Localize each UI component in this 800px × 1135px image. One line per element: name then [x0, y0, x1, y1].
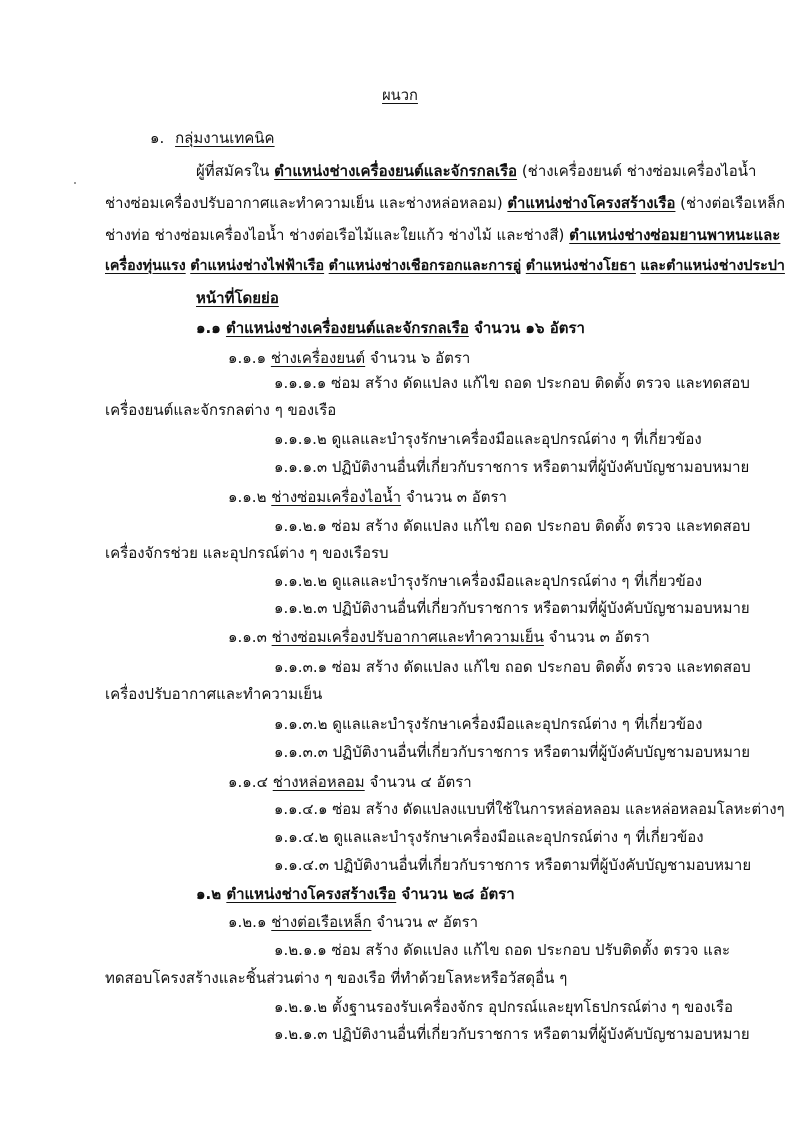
section-number: ๑.๑.๔ — [228, 773, 273, 791]
section-number: ๑.๒.๑ — [228, 913, 272, 931]
section-title: ช่างซ่อมเครื่องไอน้ำ — [271, 488, 402, 506]
section-count: จำนวน ๔ อัตรา — [364, 773, 472, 791]
item-1-1-1-3: ๑.๑.๑.๓ ปฏิบัติงานอื่นที่เกี่ยวกับราชการ หรือตามที่ผู้บังคับบัญชามอบหมาย — [274, 458, 750, 476]
item-1-2-1-3: ๑.๒.๑.๓ ปฏิบัติงานอื่นที่เกี่ยวกับราชการ หรือตามที่ผู้บังคับบัญชามอบหมาย — [274, 1025, 750, 1043]
section-title: ช่างเครื่องยนต์ — [270, 349, 366, 367]
section-1-2 — [196, 884, 515, 904]
item-1-1-4-1: ๑.๑.๔.๑ ซ่อม สร้าง ดัดแปลงแบบที่ใช้ในการหล่อหลอม และหล่อหลอมโลหะต่างๆ — [274, 801, 785, 818]
section-title: ตำแหน่งช่างเครื่องยนต์และจักรกลเรือ — [225, 319, 469, 337]
intro-line-1 — [196, 161, 757, 181]
intro-text: ช่างท่อ ช่างซ่อมเครื่องไอน้ำ ช่างต่อเรือไม้และใยแก้ว ช่างไม้ และช่างสี) — [105, 226, 570, 244]
page-title — [0, 86, 800, 106]
section-number: ๑.๑.๒ — [228, 488, 272, 506]
section-1-1-3 — [228, 627, 650, 647]
section-1-heading — [150, 128, 275, 148]
section-count: จำนวน ๒๘ อัตรา — [396, 885, 515, 903]
section-title: ช่างหล่อหลอม — [272, 773, 365, 791]
position-vehicle-title: ตำแหน่งช่างซ่อมยานพาหนะและ — [569, 226, 781, 244]
item-1-1-2-1-cont: เครื่องจักรช่วย และอุปกรณ์ต่าง ๆ ของเรือรบ — [105, 544, 389, 562]
section-title: ตำแหน่งช่างโครงสร้างเรือ — [226, 885, 397, 903]
section-count: จำนวน ๙ อัตรา — [371, 913, 479, 931]
intro-text: (ช่างเครื่องยนต์ ช่างซ่อมเครื่องไอน้ำ — [517, 162, 757, 180]
section-1-1-4 — [228, 772, 472, 792]
intro-line-2 — [105, 193, 786, 213]
item-1-1-3-1: ๑.๑.๓.๑ ซ่อม สร้าง ดัดแปลง แก้ไข ถอด ประกอบ ติดตั้ง ตรวจ และทดสอบ — [274, 658, 751, 676]
section-number: ๑.๑.๑ — [228, 349, 271, 367]
summary-heading: หน้าที่โดยย่อ — [196, 289, 279, 307]
item-1-1-1-1: ๑.๑.๑.๑ ซ่อม สร้าง ดัดแปลง แก้ไข ถอด ประกอบ ติดตั้ง ตรวจ และทดสอบ — [274, 374, 750, 392]
item-1-1-2-3: ๑.๑.๒.๓ ปฏิบัติงานอื่นที่เกี่ยวกับราชการ หรือตามที่ผู้บังคับบัญชามอบหมาย — [274, 599, 750, 617]
title-text: ผนวก — [382, 87, 418, 104]
section-1-number: ๑. — [150, 129, 165, 147]
item-1-1-1-1-cont: เครื่องยนต์และจักรกลต่าง ๆ ของเรือ — [105, 401, 337, 419]
item-1-1-4-3: ๑.๑.๔.๓ ปฏิบัติงานอื่นที่เกี่ยวกับราชการ หรือตามที่ผู้บังคับบัญชามอบหมาย — [274, 856, 752, 874]
item-1-2-1-1: ๑.๒.๑.๑ ซ่อม สร้าง ดัดแปลง แก้ไข ถอด ประกอบ ปรับติดตั้ง ตรวจ และ — [274, 941, 731, 959]
section-1-2-1 — [228, 912, 478, 932]
section-count: จำนวน ๑๖ อัตรา — [468, 319, 585, 337]
section-count: จำนวน ๓ อัตรา — [543, 628, 650, 646]
item-1-1-1-2: ๑.๑.๑.๒ ดูแลและบำรุงรักษาเครื่องมือและอุปกรณ์ต่าง ๆ ที่เกี่ยวข้อง — [274, 430, 702, 448]
section-number: ๑.๒ — [196, 885, 227, 903]
item-1-1-4-2: ๑.๑.๔.๒ ดูแลและบำรุงรักษาเครื่องมือและอุปกรณ์ต่าง ๆ ที่เกี่ยวข้อง — [274, 828, 704, 846]
intro-line-4 — [105, 256, 785, 276]
section-1-1 — [196, 318, 585, 338]
item-1-1-3-2: ๑.๑.๓.๒ ดูแลและบำรุงรักษาเครื่องมือและอุปกรณ์ต่าง ๆ ที่เกี่ยวข้อง — [274, 715, 703, 733]
section-count: จำนวน ๓ อัตรา — [401, 488, 507, 506]
item-1-1-3-3: ๑.๑.๓.๓ ปฏิบัติงานอื่นที่เกี่ยวกับราชการ หรือตามที่ผู้บังคับบัญชามอบหมาย — [274, 743, 751, 761]
position-mechanic-title: ตำแหน่งช่างเครื่องยนต์และจักรกลเรือ — [274, 162, 518, 180]
section-number: ๑.๑.๓ — [228, 628, 272, 646]
intro-text: ช่างซ่อมเครื่องปรับอากาศและทำความเย็น และช่างหล่อหลอม) — [105, 194, 508, 212]
item-1-2-1-1-cont: ทดสอบโครงสร้างและชิ้นส่วนต่าง ๆ ของเรือ ที่ทำด้วยโลหะหรือวัสดุอื่น ๆ — [105, 969, 568, 987]
section-count: จำนวน ๖ อัตรา — [365, 349, 471, 367]
position-plumber-title: และตำแหน่งช่างประปา — [640, 258, 785, 274]
position-civil-title: ตำแหน่งช่างโยธา — [525, 258, 636, 274]
intro-line-3 — [105, 225, 781, 245]
section-1-1-2 — [228, 487, 507, 507]
item-1-1-3-1-cont: เครื่องปรับอากาศและทำความเย็น — [105, 685, 323, 703]
intro-text: (ช่างต่อเรือเหล็ก — [675, 194, 786, 212]
intro-text: ผู้ที่สมัครใน — [196, 162, 275, 180]
section-number: ๑.๑ — [196, 319, 226, 337]
scan-speck — [74, 182, 76, 184]
item-1-1-2-2: ๑.๑.๒.๒ ดูแลและบำรุงรักษาเครื่องมือและอุปกรณ์ต่าง ๆ ที่เกี่ยวข้อง — [274, 572, 703, 590]
item-1-2-1-2: ๑.๒.๑.๒ ตั้งฐานรองรับเครื่องจักร อุปกรณ์และยุทโธปกรณ์ต่าง ๆ ของเรือ — [274, 998, 733, 1016]
position-rigging-title: ตำแหน่งช่างเชือกรอกและการอู่ — [328, 258, 522, 274]
section-1-title: กลุ่มงานเทคนิค — [175, 129, 275, 147]
section-title: ช่างซ่อมเครื่องปรับอากาศและทำความเย็น — [271, 628, 544, 646]
item-1-1-2-1: ๑.๑.๒.๑ ซ่อม สร้าง ดัดแปลง แก้ไข ถอด ประกอบ ติดตั้ง ตรวจ และทดสอบ — [274, 517, 751, 535]
position-vehicle-title-cont: เครื่องทุ่นแรง — [105, 258, 186, 274]
position-shipbuilder-title: ตำแหน่งช่างโครงสร้างเรือ — [507, 194, 676, 212]
position-electrician-title: ตำแหน่งช่างไฟฟ้าเรือ — [190, 258, 325, 274]
section-title: ช่างต่อเรือเหล็ก — [271, 913, 372, 931]
section-1-1-1 — [228, 348, 470, 368]
